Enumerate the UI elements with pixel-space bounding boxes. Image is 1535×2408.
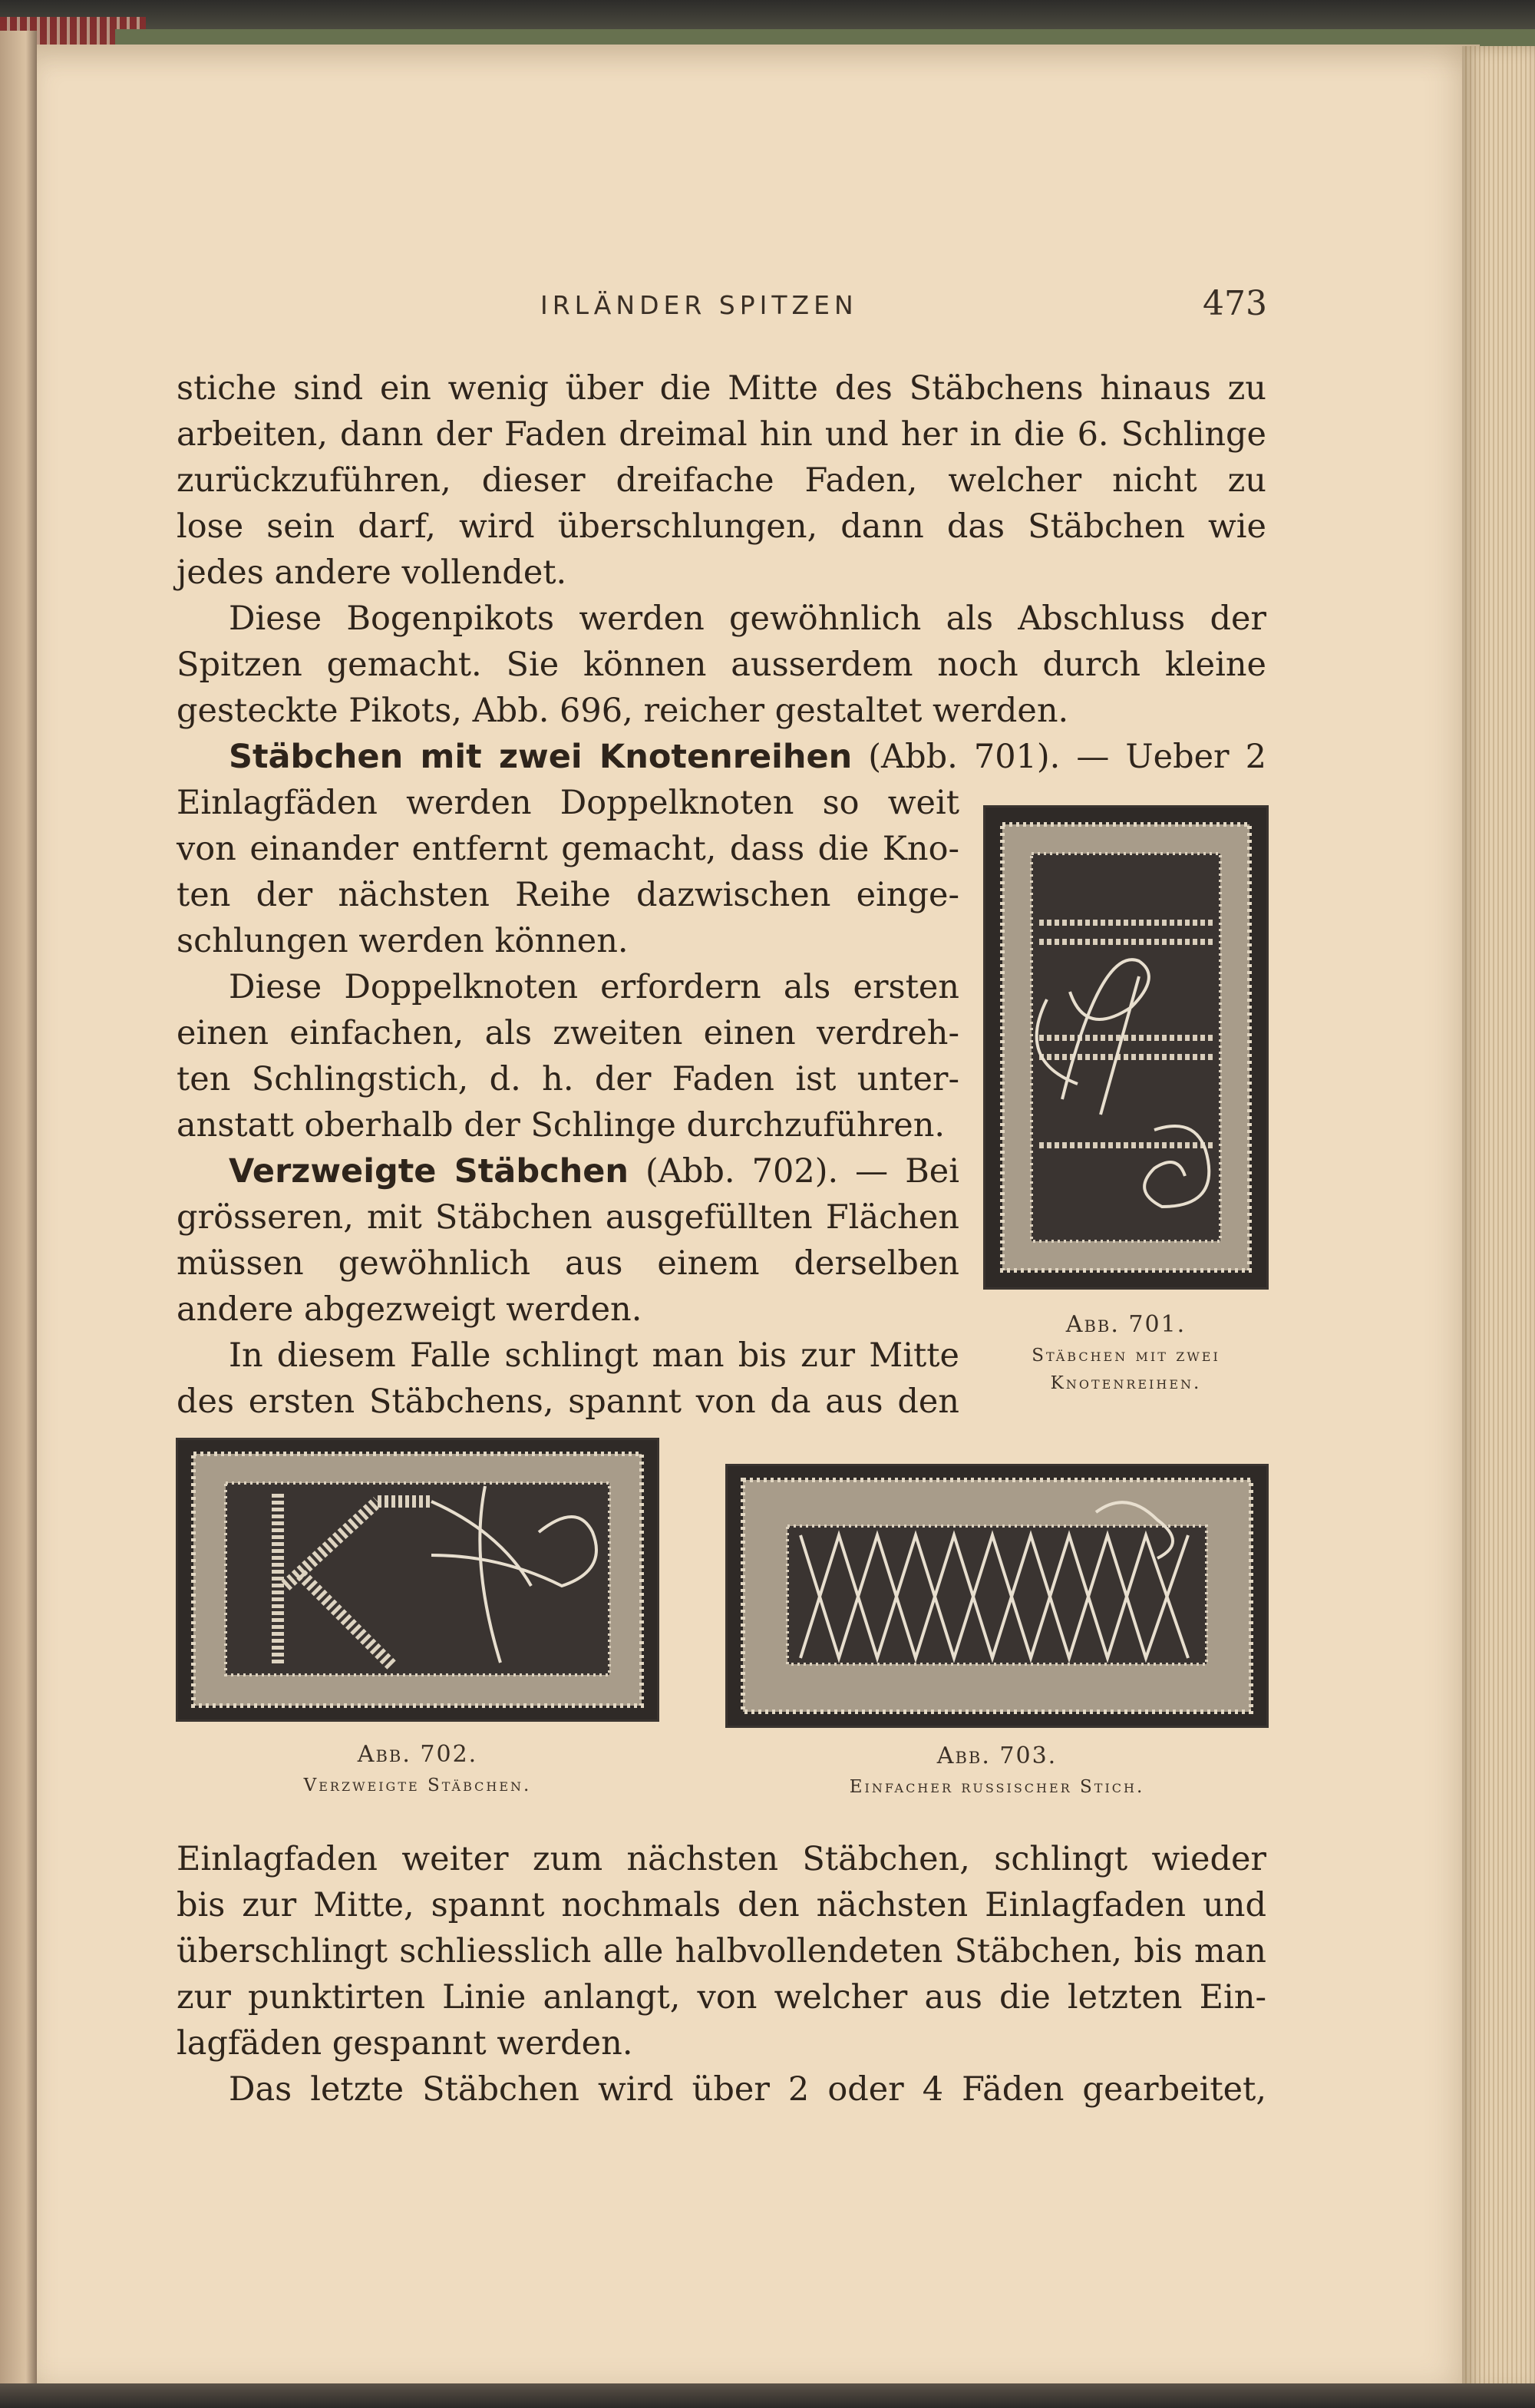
text-line: ten der nächsten Reihe dazwischen einge-	[177, 876, 959, 914]
previous-leaf-edge	[0, 31, 37, 2408]
text-line: des ersten Stäbchens, spannt von da aus den	[177, 1382, 959, 1421]
text-line: ten Schlingstich, d. h. der Faden ist unter-	[177, 1060, 959, 1098]
text-line: zur punktirten Linie anlangt, von welcher aus die letzten Ein-	[177, 1978, 1266, 2017]
text-line: Diese Bogenpikots werden gewöhnlich als Abschluss der	[229, 600, 1266, 638]
text-line: Diese Doppelknoten erfordern als ersten	[229, 968, 959, 1006]
page-number: 473	[1203, 284, 1267, 323]
section-heading: Verzweigte Stäbchen	[229, 1152, 629, 1191]
figure-number: Abb. 703.	[936, 1742, 1058, 1769]
text-fragment: (Abb. 702). — Bei	[629, 1152, 960, 1191]
page-block-edges	[1462, 46, 1535, 2391]
text-line: Einlagfäden werden Doppelknoten so weit	[177, 784, 959, 822]
text-line: grösseren, mit Stäbchen ausgefüllten Flächen	[177, 1198, 959, 1237]
text-line: überschlingt schliesslich alle halbvollendeten Stäbchen, bis man	[177, 1932, 1266, 1970]
text-line: jedes andere vollendet.	[177, 553, 567, 592]
text-line: bis zur Mitte, spannt nochmals den nächsten Einlagfaden und	[177, 1886, 1266, 1924]
figure-number: Abb. 701.	[1065, 1311, 1187, 1338]
text-line	[229, 734, 1266, 780]
text-line: In diesem Falle schlingt man bis zur Mitte	[229, 1336, 959, 1375]
figure-title: Einfacher russischer Stich.	[849, 1777, 1145, 1797]
text-line: schlungen werden können.	[177, 922, 629, 960]
text-line: zurückzuführen, dieser dreifache Faden, welcher nicht zu	[177, 461, 1266, 500]
figure-number: Abb. 702.	[357, 1741, 478, 1768]
text-line: gesteckte Pikots, Abb. 696, reicher gestaltet werden.	[177, 692, 1069, 730]
figure-703-caption	[728, 1742, 1266, 1797]
figure-702-caption	[178, 1741, 657, 1795]
figure-702-image	[178, 1440, 657, 1719]
text-line: andere abgezweigt werden.	[177, 1290, 642, 1329]
text-line: stiche sind ein wenig über die Mitte des Stäbchens hinaus zu	[177, 369, 1266, 408]
cover-green-edge	[115, 29, 1535, 46]
figure-701-caption	[975, 1311, 1277, 1393]
text-line: anstatt oberhalb der Schlinge durchzuführen.	[177, 1106, 946, 1145]
text-line: müssen gewöhnlich aus einem derselben	[177, 1244, 959, 1283]
figure-title: Stäbchen mit zwei	[1032, 1346, 1220, 1366]
text-line: einen einfachen, als zweiten einen verdreh-	[177, 1014, 959, 1052]
figure-title: Knotenreihen.	[1050, 1373, 1202, 1393]
text-line: Einlagfaden weiter zum nächsten Stäbchen, schlingt wieder	[177, 1840, 1266, 1878]
figure-701-image	[985, 808, 1266, 1287]
text-line: arbeiten, dann der Faden dreimal hin und her in die 6. Schlinge	[177, 415, 1266, 454]
text-line: Das letzte Stäbchen wird über 2 oder 4 Fäden gearbeitet,	[229, 2070, 1266, 2109]
text-line: lose sein darf, wird überschlungen, dann das Stäbchen wie	[177, 507, 1266, 546]
figure-title: Verzweigte Stäbchen.	[303, 1775, 532, 1795]
text-line: Spitzen gemacht. Sie können ausserdem noch durch kleine	[177, 646, 1266, 684]
bottom-edge-shadow	[0, 2383, 1535, 2408]
text-line: von einander entfernt gemacht, dass die Kno-	[177, 830, 959, 868]
text-fragment: (Abb. 701). — Ueber 2	[852, 738, 1266, 776]
running-title: IRLÄNDER SPITZEN	[540, 290, 858, 320]
text-line	[229, 1148, 959, 1194]
text-line: lagfäden gespannt werden.	[177, 2024, 633, 2063]
section-heading: Stäbchen mit zwei Knotenreihen	[229, 738, 853, 776]
figure-703-image	[728, 1466, 1266, 1726]
